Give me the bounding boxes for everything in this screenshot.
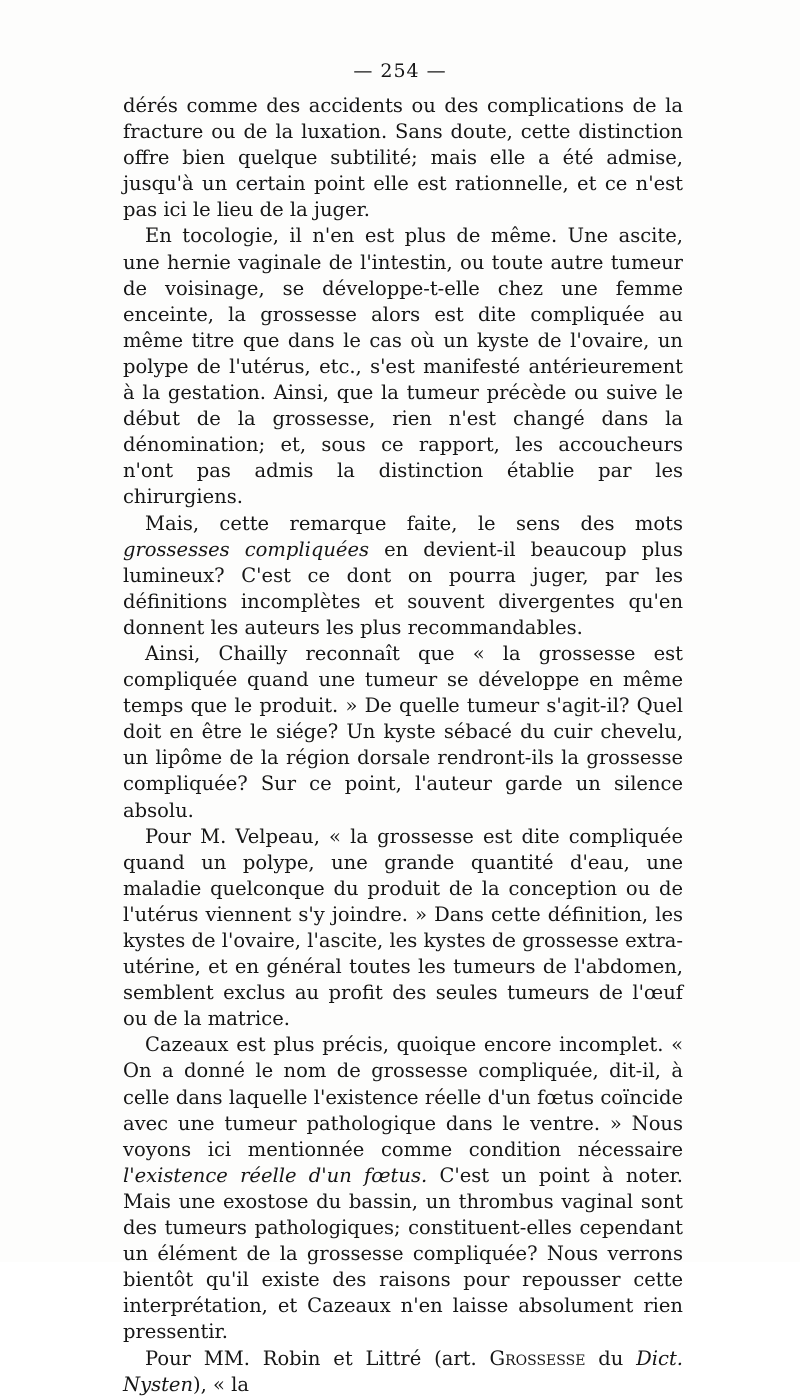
paragraph (123, 641, 683, 824)
text-run: Pour M. Velpeau, « la grossesse est dite compliquée quand un polype, une grande quantité d'eau, une maladie quelconque du produit de la conception ou de l'utérus viennent s'y joindre. » Dans cette définition, les kystes de l'ovaire, l'ascite, les kystes de grossesse extra-utérine, et en général toutes les tumeurs de l'abdomen, semblent exclus au profit des seules tumeurs de l'œuf ou de la matrice. (123, 824, 683, 1031)
text-run: Cazeaux est plus précis, quoique encore incomplet. « On a donné le nom de grossesse compliquée, dit-il, à celle dans laquelle l'existence réelle d'un fœtus coïncide avec une tumeur pathologique dans le ventre. » Nous voyons ici mentionnée comme condition nécessaire (123, 1033, 683, 1161)
paragraph (123, 511, 683, 641)
page-number: — 254 — (353, 60, 447, 82)
italic-phrase: l'existence réelle d'un fœtus. (123, 1163, 428, 1187)
paragraph (123, 824, 683, 1033)
italic-title: Dict. Nysten (123, 1346, 683, 1396)
paragraph (123, 223, 683, 510)
paragraph (123, 1032, 683, 1345)
paragraph (123, 93, 683, 223)
text-run: en devient-il beaucoup plus lumineux? C'est ce dont on pourra juger, par les définitions incomplètes et souvent divergentes qu'en donnent les auteurs les plus recommandables. (123, 537, 683, 639)
text-run: ), « la (193, 1372, 250, 1396)
paragraph (123, 1346, 683, 1398)
text-run: Mais, cette remarque faite, le sens des mots (145, 511, 683, 535)
italic-term: grossesses compliquées (123, 537, 369, 561)
body-text (123, 93, 683, 1398)
small-caps-term: Grossesse (489, 1346, 586, 1370)
text-run: dérés comme des accidents ou des complications de la fracture ou de la luxation. Sans doute, cette distinction offre bien quelque subtilité; mais elle a été admise, jusqu'à un certain point elle est rationnelle, et ce n'est pas ici le lieu de la juger. (123, 94, 683, 222)
text-run: C'est un point à noter. Mais une exostose du bassin, un thrombus vaginal sont des tumeurs pathologiques; constituent-elles cependant un élément de la grossesse compliquée? Nous verrons bientôt qu'il existe des raisons pour repousser cette interprétation, et Cazeaux n'en laisse absolument rien pressentir. (123, 1163, 683, 1344)
text-run: Ainsi, Chailly reconnaît que « la grossesse est compliquée quand une tumeur se développe en même temps que le produit. » De quelle tumeur s'agit-il? Quel doit en être le siége? Un kyste sébacé du cuir chevelu, un lipôme de la région dorsale rendront-ils la grossesse compliquée? Sur ce point, l'auteur garde un silence absolu. (123, 641, 683, 822)
text-run: Pour MM. Robin et Littré (art. (145, 1346, 490, 1370)
text-run: du (585, 1346, 637, 1370)
text-run: En tocologie, il n'en est plus de même. Une ascite, une hernie vaginale de l'intestin, ou toute autre tumeur de voisinage, se développe-t-elle chez une femme enceinte, la grossesse alors est dite compliquée au même titre que dans le cas où un kyste de l'ovaire, un polype de l'utérus, etc., s'est manifesté antérieurement à la gestation. Ainsi, que la tumeur précède ou suive le début de la grossesse, rien n'est changé dans la dénomination; et, sous ce rapport, les accoucheurs n'ont pas admis la distinction établie par les chirurgiens. (123, 224, 683, 509)
